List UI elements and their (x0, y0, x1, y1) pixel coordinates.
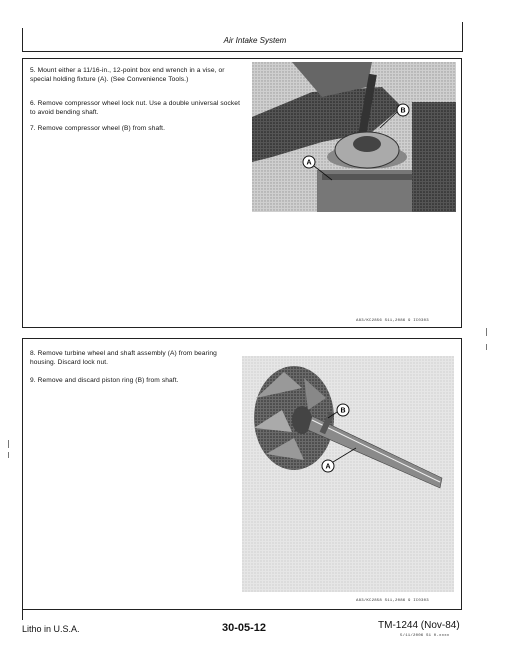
step-5-text: 5. Mount either a 11/16-in., 12-point box end wrench in a vise, or special holding fixture (A). (See Convenience Tools.) (30, 67, 225, 83)
section-title: Air Intake System (223, 36, 287, 45)
header-bottom-rule (22, 51, 463, 52)
callout-b-label-2: B (340, 407, 346, 415)
scan-mark (486, 344, 487, 350)
scan-mark (486, 328, 487, 336)
step-6-text: 6. Remove compressor wheel lock nut. Use a double universal socket to avoid bending shaft. (30, 100, 241, 116)
step-9-text: 9. Remove and discard piston ring (B) from shaft. (30, 377, 179, 384)
turbine-shaft-illustration (242, 356, 454, 592)
litho-text: Litho in U.S.A. (22, 624, 80, 634)
compressor-wheel-illustration (252, 62, 456, 212)
scan-mark (8, 452, 9, 458)
page-number: 30-05-12 (222, 622, 267, 634)
figure-2-caption: A83/KC2858 S11,2086 9 IC0303 (356, 599, 429, 603)
scan-mark (8, 440, 9, 448)
callout-b-label: B (400, 107, 406, 115)
manual-number: TM-1244 (Nov-84) (378, 620, 460, 631)
compressor-wheel-photo (252, 62, 456, 212)
callout-a-label-2: A (325, 463, 331, 471)
figure-1-caption: A83/KC2856 S11,2086 9 IC0303 (356, 319, 429, 323)
turbine-shaft-photo (242, 356, 454, 592)
footer-small-code: 5/11/2006 S1 0-xxxx (400, 634, 450, 638)
callout-a-label: A (306, 159, 312, 167)
step-7-text: 7. Remove compressor wheel (B) from shaft. (30, 125, 166, 132)
step-8-text: 8. Remove turbine wheel and shaft assembly (A) from bearing housing. Discard lock nut. (30, 350, 217, 366)
footer-left-rule (22, 610, 23, 620)
